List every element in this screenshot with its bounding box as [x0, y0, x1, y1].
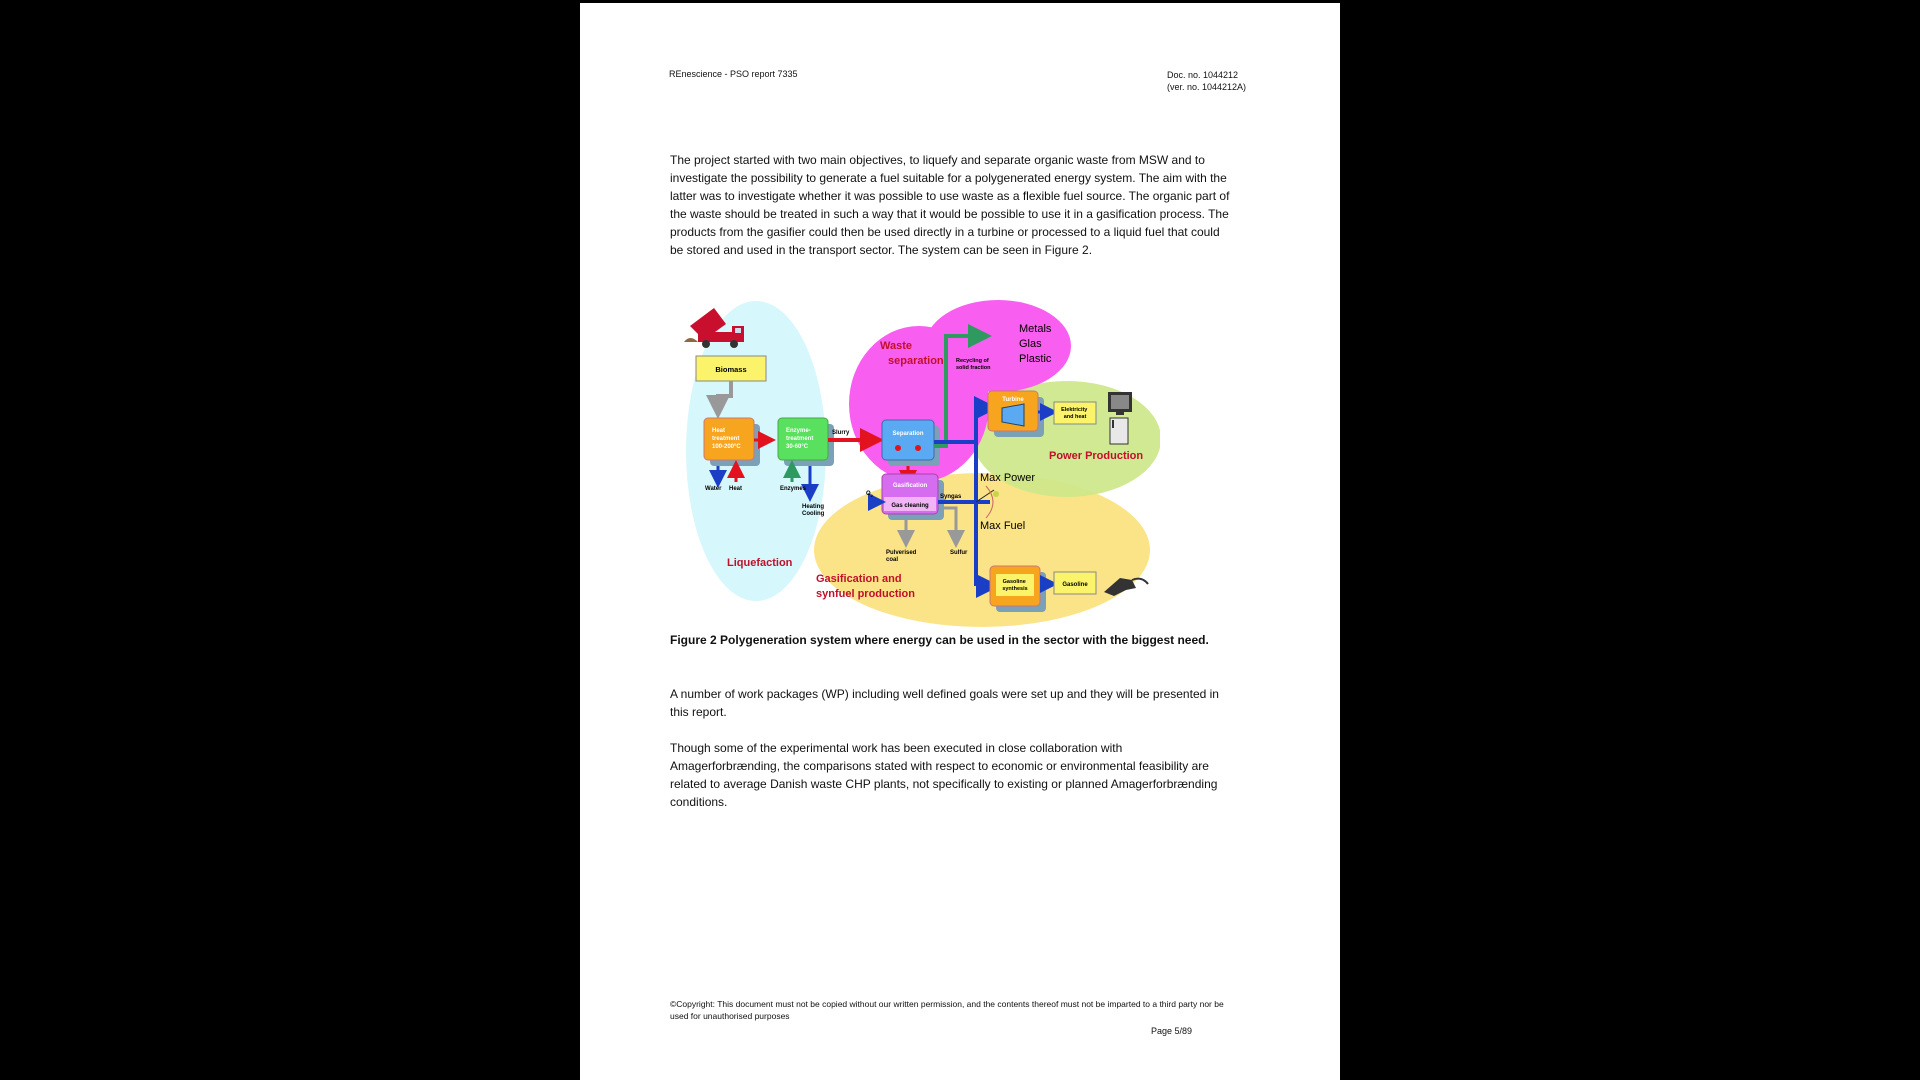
separation-dot-right	[915, 445, 921, 451]
page-number: Page 5/89	[1151, 1026, 1193, 1036]
heat-treatment-label: Heat treatment 100-200°C	[712, 428, 741, 450]
separation-dot-left	[895, 445, 901, 451]
electricity-label: Elektricity and heat	[1061, 407, 1088, 420]
copyright-notice: ©Copyright: This document must not be copied without our written permission, and the contents thereof must not be imparted to a third party nor be used for unauthorised purposes	[670, 999, 1224, 1021]
biomass-label: Biomass	[715, 365, 747, 374]
heat-label: Heat	[729, 486, 743, 492]
water-label: Water	[705, 486, 722, 492]
turbine-label: Turbine	[1002, 397, 1024, 403]
television-icon	[1108, 392, 1132, 415]
slurry-label: Slurry	[832, 430, 850, 436]
work-packages-paragraph: A number of work packages (WP) including well defined goals were set up and they will be presented in this report.	[670, 687, 1219, 719]
heating-cooling-label: Heating Cooling	[802, 504, 825, 517]
power-production-label: Power Production	[1049, 450, 1144, 462]
pulverised-coal-label: Pulverised coal	[886, 550, 917, 563]
oxygen-label: $O_2$	[866, 491, 873, 498]
metals-label: Metals	[1019, 323, 1052, 335]
doc-number: Doc. no. 1044212	[1167, 70, 1239, 80]
enzymes-label: Enzymes	[780, 486, 807, 492]
turbine-icon	[1002, 404, 1024, 426]
intro-paragraph: The project started with two main objectives, to liquefy and separate organic waste from MSW and to investigate the possibility to generate a fuel suitable for a polygenerated energy system. The aim with the latter was to investigate whether it was possible to use waste as a flexible fuel source. The organic part of the waste should be treated in such a way that it would be possible to use it in a gasification process. The products from the gasifier could then be used directly in a turbine or processed to a liquid fuel that could be stored and used in the transport sector. The system can be seen in Figure 2.	[670, 153, 1230, 257]
figure-caption	[670, 631, 1230, 649]
separation-label: Separation	[892, 431, 924, 437]
version-number: (ver. no. 1044212A)	[1167, 82, 1247, 92]
waste-separation-label: Waste separation	[880, 340, 944, 367]
caption-label: Figure 2	[670, 633, 717, 647]
polygeneration-diagram	[674, 296, 1160, 629]
document-page	[580, 3, 1340, 1080]
max-fuel-label: Max Fuel	[980, 520, 1026, 532]
gasification-label: Gasification	[892, 483, 928, 489]
gasification-zone	[814, 473, 1150, 627]
max-power-dot	[993, 491, 999, 497]
appliance-icon	[1110, 418, 1128, 444]
electricity-box	[1054, 402, 1096, 424]
header-title: REnescience - PSO report 7335	[669, 69, 798, 79]
sulfur-label: Sulfur	[950, 550, 968, 556]
liquefaction-label: Liquefaction	[727, 557, 793, 569]
max-power-label: Max Power	[980, 472, 1036, 484]
collaboration-paragraph: Though some of the experimental work has been executed in close collaboration with Amagerforbrænding, the comparisons stated with respect to economic or environmental feasibility are related to average Danish waste CHP plants, not specifically to existing or planned Amagerforbrænding conditions.	[670, 741, 1218, 809]
glas-label: Glas	[1019, 338, 1042, 350]
separation-box	[882, 420, 934, 460]
syngas-label: Syngas	[940, 494, 962, 500]
gasoline-synthesis-label: Gasoline synthesis	[1002, 579, 1028, 592]
gas-cleaning-label: Gas cleaning	[891, 503, 929, 509]
gasification-synfuel-label: Gasification and synfuel production	[816, 573, 915, 600]
enzyme-treatment-label: Enzyme- treatment 30-60°C	[786, 428, 814, 450]
plastic-label: Plastic	[1019, 353, 1052, 365]
gasoline-synthesis-inner	[996, 574, 1034, 596]
gasoline-label: Gasoline	[1062, 582, 1088, 588]
caption-text: Polygeneration system where energy can be used in the sector with the biggest need.	[716, 633, 1209, 647]
recycling-label: Recycling of solid fraction	[956, 358, 991, 371]
header-doc-info	[1167, 69, 1246, 93]
